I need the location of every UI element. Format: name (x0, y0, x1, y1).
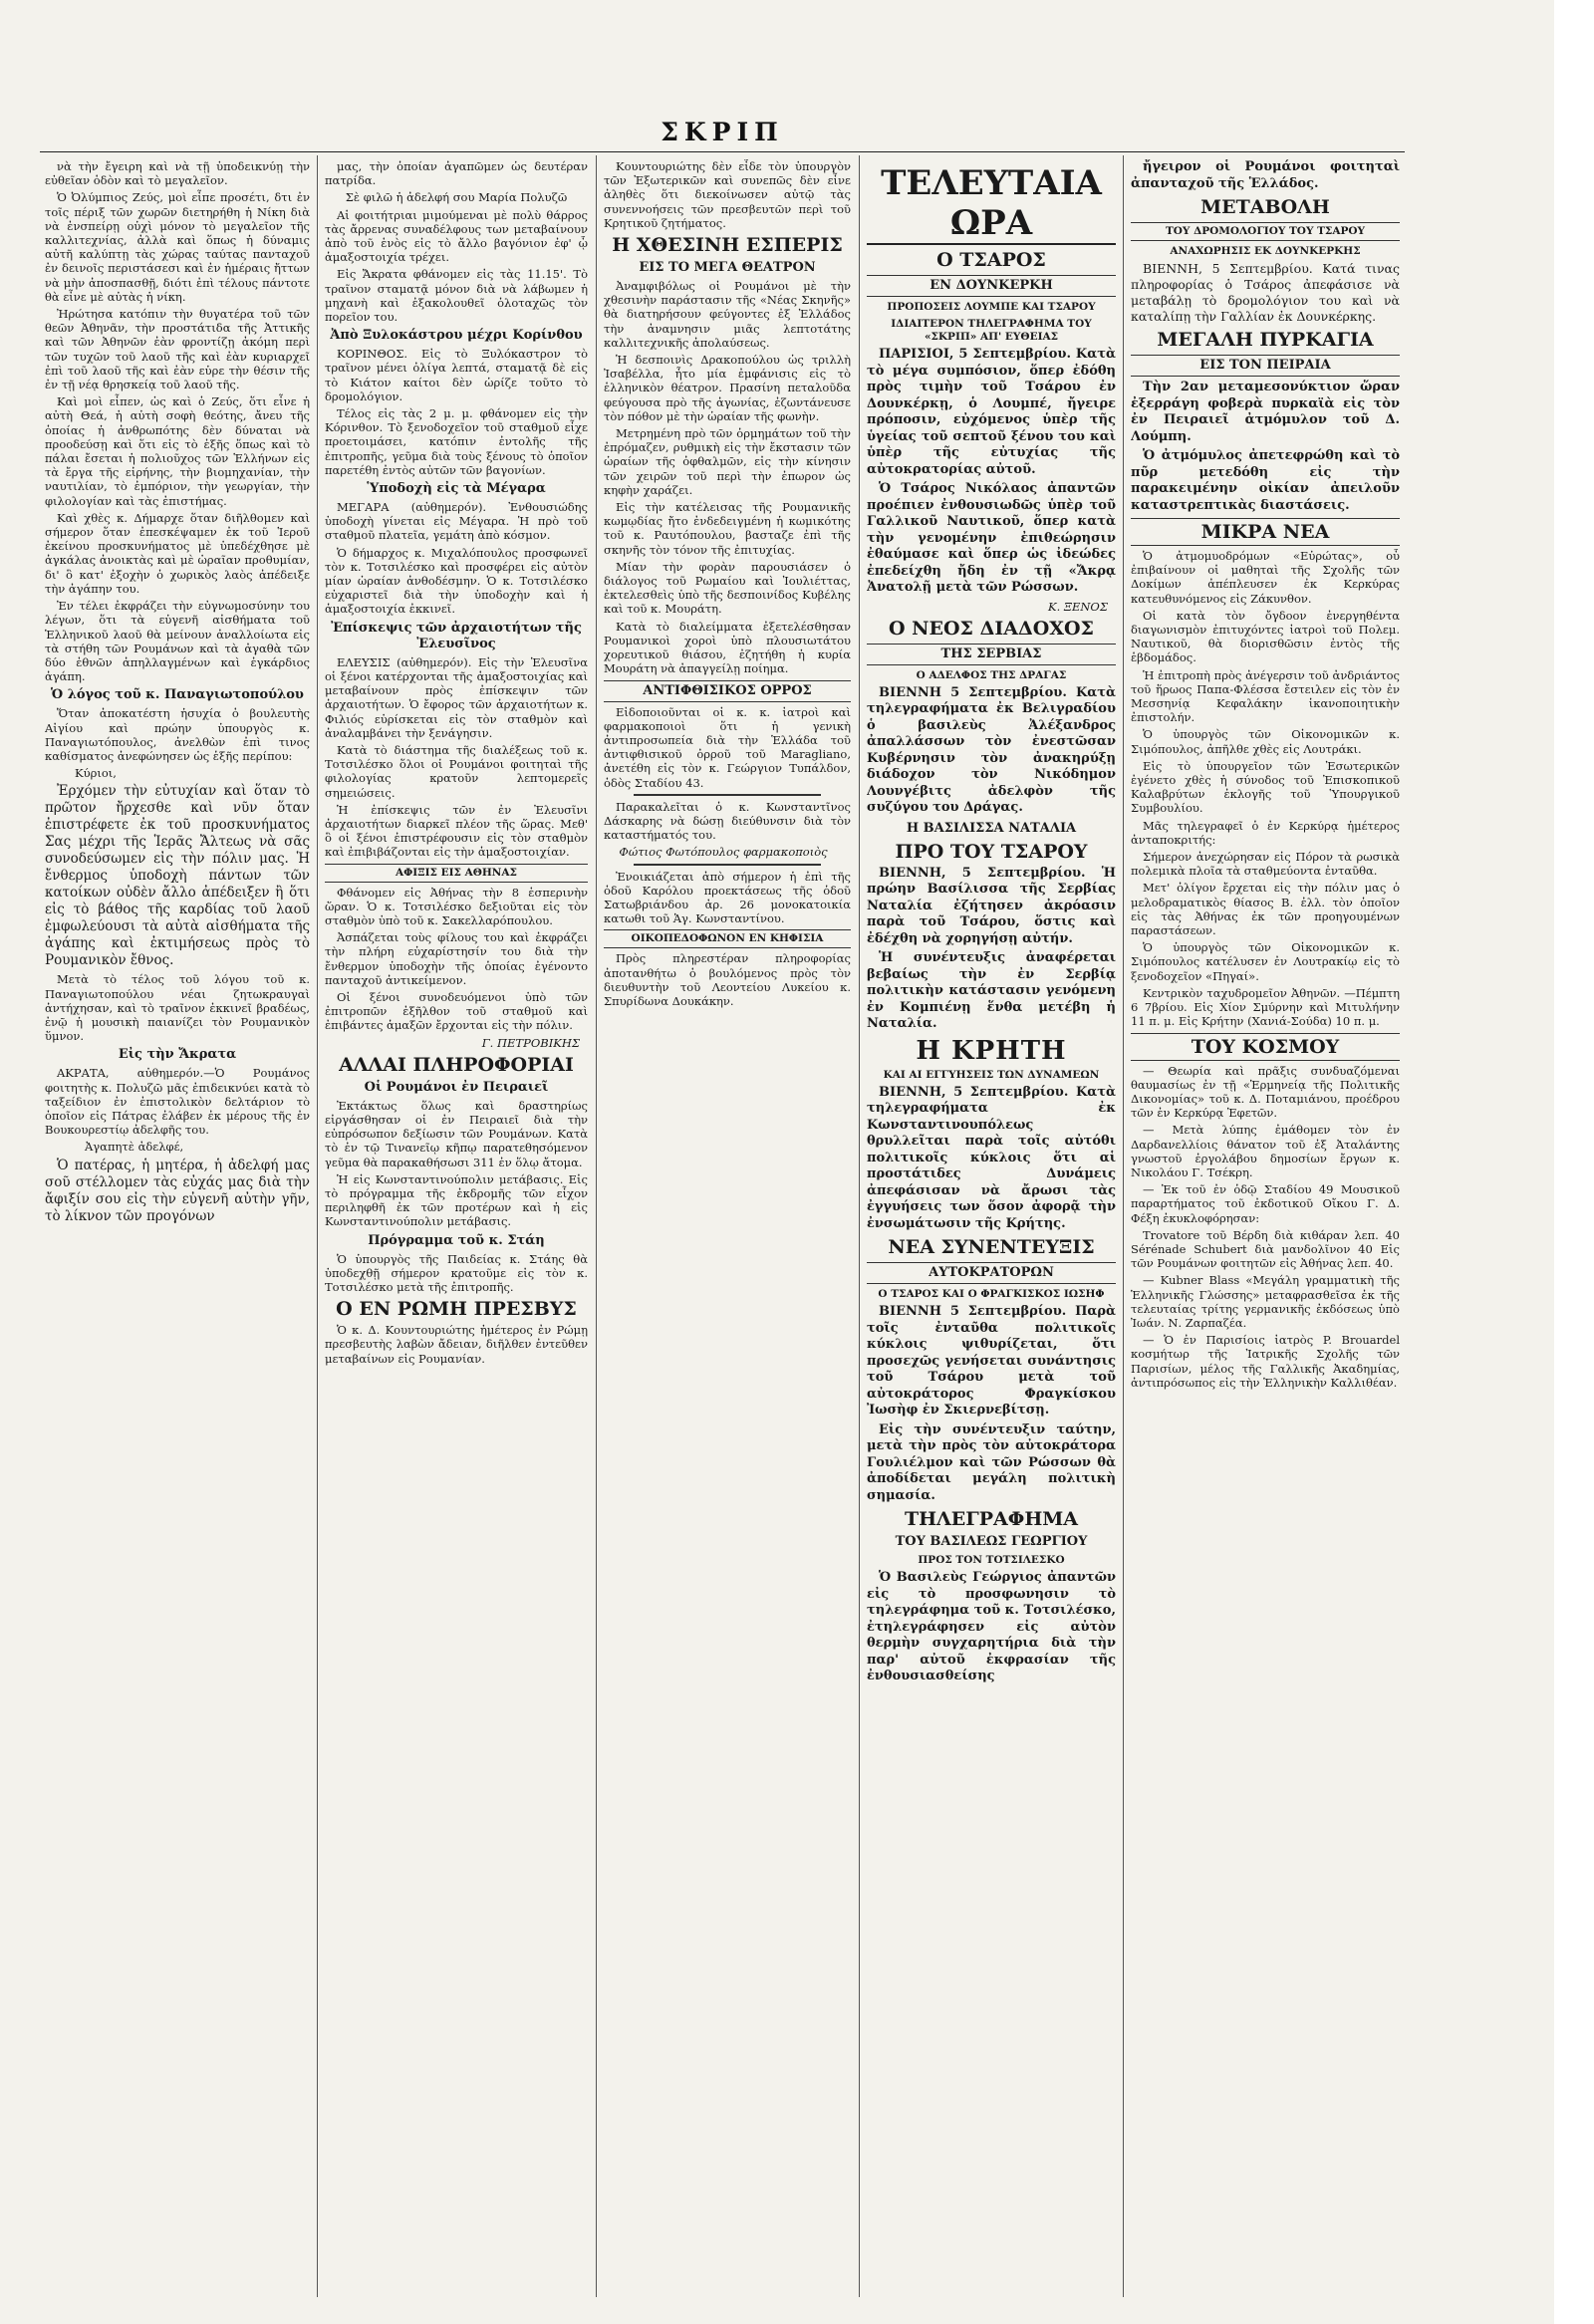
paragraph: Ὁ ἀτμόμυλος ἀπετεφρώθη καὶ τὸ πῦρ μετεδόθη εἰς τὴν παρακειμένην οἰκίαν ἀπειλοῦν καταστρεπτικὰς διαστάσεις. (1131, 448, 1400, 513)
paragraph: Ὁ πατέρας, ἡ μητέρα, ἡ ἀδελφή μας σοῦ στέλλομεν τὰς εὐχάς μας διὰ τὴν ἄφιξίν σου εἰς τὴν εὐγενῆ αὐτὴν γῆν, τὸ λίκνον τῶν προγόνων (45, 1157, 310, 1224)
section-heading: Η ΒΑΣΙΛΙΣΣΑ ΝΑΤΑΛΙΑ (906, 820, 1077, 836)
paragraph: Ὁ κ. Δ. Κουντουριώτης ἡμέτερος ἐν Ρώμῃ πρεσβευτὴς λαβὼν ἄδειαν, διῆλθεν ἐντεῦθεν μεταβαίνων εἰς Ρουμανίαν. (325, 1323, 588, 1366)
section-heading: ΤΗΛΕΓΡΑΦΗΜΑ (904, 1508, 1079, 1531)
paragraph: ΑΚΡΑΤΑ, αὐθημερόν.—Ὁ Ρουμάνος φοιτητὴς κ. Πολυζῶ μᾶς ἐπιδεικνύει κατὰ τὸ ταξείδιον ἐν ἐπιστολικὸν δελτάριον τὸ ὁποῖον εἰς Πάτρας ἐλάβεν ἐκ μέρους τῆς ἐν Βουκουρεστίῳ ἀδελφῆς του. (45, 1066, 310, 1138)
section-heading: ΑΛΛΑΙ ΠΛΗΡΟΦΟΡΙΑΙ (339, 1053, 574, 1076)
paragraph: ΠΑΡΙΣΙΟΙ, 5 Σεπτεμβρίου. Κατὰ τὸ μέγα συμπόσιον, ὅπερ ἐδόθη πρὸς τιμὴν τοῦ Τσάρου ἐν Δουνκέρκῃ, ὁ Λουμπέ, ἤγειρε πρόποσιν, εὐχόμενος ὑπὲρ τῆς ὑγείας τοῦ σεπτοῦ ξένου του καὶ ὑπὲρ τῆς εὐτυχίας τῆς αὐτοκρατορίας αὐτοῦ. (867, 347, 1116, 477)
paragraph: Ὁ Τσάρος Νικόλαος ἀπαντῶν προέπιεν ἐνθουσιωδῶς ὑπὲρ τοῦ Γαλλικοῦ Ναυτικοῦ, ὅπερ κατὰ τὴν γενομένην ἐπιθεώρησιν ἐθαύμασε καὶ ὅπερ ὡς ἰδεώδες ἐπεδείχθη ἤδη ἐν τῇ «Ἄκρᾳ Ἀνατολῇ μετὰ τῶν Ρώσσων. (867, 481, 1116, 595)
sub-heading: ΚΑΙ ΑΙ ΕΓΓΥΗΣΕΙΣ ΤΩΝ ΔΥΝΑΜΕΩΝ (883, 1068, 1100, 1081)
paragraph: ΒΙΕΝΝΗ, 5 Σεπτεμβρίου. Κατὰ τηλεγραφήματα ἐκ Κωνσταντινουπόλεως θρυλλεῖται παρὰ τοῖς αὐτόθι πολιτικοῖς κύκλοις ὅτι αἱ προστάτιδες Δυνάμεις ἀπεφάσισαν νὰ ἄρωσι τὰς ἐγγυήσεις των ὅσον ἀφορᾷ τὴν ἐνσωμάτωσιν τῆς Κρήτης. (867, 1084, 1116, 1231)
paragraph: Καὶ μοὶ εἶπεν, ὡς καὶ ὁ Ζεύς, ὅτι εἶνε ἡ αὐτὴ Θεά, ἡ αὐτὴ σοφὴ θεότης, ἄνευ τῆς ὁποίας ἡ ἀνθρωπότης δὲν δύναται νὰ προοδεύσῃ καὶ ὅτι εἰς τὸ ἑξῆς ὅπως καὶ τὸ πάλαι ἔσεται ἡ πολιοῦχος τῶν Ἑλλήνων εἰς τὰ ἔργα τῆς εἰρήνης, τὴν βιομηχανίαν, τὴν ναυτιλίαν, τὸ ἐμπόριον, τὴν γεωργίαν, τὴν φιλολογίαν καὶ τὰς ἐπιστήμας. (45, 394, 310, 508)
latest-news-title: ΤΕΛΕΥΤΑΙΑ ΩΡΑ (867, 163, 1116, 245)
paragraph: Κουντουριώτης δὲν εἶδε τὸν ὑπουργὸν τῶν Ἐξωτερικῶν καὶ συνεπῶς δὲν εἶνε ἀληθὲς ὅτι διεκοίνωσεν αὐτῷ τὰς συνεννοήσεις τῶν πρεσβευτῶν περὶ τοῦ Κρητικοῦ ζητήματος. (604, 159, 851, 230)
paragraph: Trovatore τοῦ Βέρδη διὰ κιθάραν λεπ. 40 Sérénade Schubert διὰ μανδολῖνον 40 Εἰς τῶν Ρουμάνων φοιτητῶν εἰς Ἀθήνας λεπ. 40. (1131, 1227, 1400, 1271)
section-heading: ΑΦΙΞΙΣ ΕΙΣ ΑΘΗΝΑΣ (325, 864, 588, 883)
paragraph: Κύριοι, (75, 766, 117, 781)
paragraph: Μετ' ὀλίγον ἔρχεται εἰς τὴν πόλιν μας ὁ μελοδραματικὸς θίασος Β. ἐλλ. τὸν ὁποῖον εἰς τὰς Ἀθήνας ἐκ τῶν προηγουμένων παραστάσεων. (1131, 881, 1400, 938)
section-heading: Ο ΕΝ ΡΩΜΗ ΠΡΕΣΒΥΣ (336, 1298, 577, 1321)
section-heading: Ὁ λόγος τοῦ κ. Παναγιωτοπούλου (51, 687, 304, 703)
sub-heading: ΠΡΟΣ ΤΟΝ ΤΟΤΣΙΛΕΣΚΟ (918, 1554, 1065, 1567)
paragraph: Κατὰ τὸ διαλείμματα ἐξετελέσθησαν Ρουμανικοὶ χοροὶ ὑπὸ πλουσιωτάτου χορευτικοῦ θιάσου, ἐζητήθη ἡ κυρία Μουράτη νὰ ἀπαγγείλῃ ποίημα. (604, 619, 851, 676)
paragraph: Τέλος εἰς τὰς 2 μ. μ. φθάνομεν εἰς τὴν Κόρινθον. Τὸ ξενοδοχεῖον τοῦ σταθμοῦ εἶχε προετοιμάσει, κατόπιν ἐντολῆς τῆς ἐπιτροπῆς, γεῦμα διὰ τοὺς ξένους τὸ ὁποῖον παρετέθη ἐντὸς αὐτῶν τῶν βαγονίων. (325, 406, 588, 477)
paragraph: Εἰδοποιοῦνται οἱ κ. κ. ἰατροὶ καὶ φαρμακοποιοὶ ὅτι ἡ γενικὴ ἀντιπροσωπεία διὰ τὴν Ἑλλάδα τοῦ ἀντιφθισικοῦ ὀρροῦ τοῦ Maragliano, ἀνετέθη εἰς τὸν κ. Γεώργιον Τυπάλδον, ὁδὸς Σταδίου 43. (604, 704, 851, 790)
sub-heading: ΑΝΑΧΩΡΗΣΙΣ ΕΚ ΔΟΥΝΚΕΡΚΗΣ (1170, 245, 1361, 257)
sub-heading: ΤΟΥ ΔΡΟΜΟΛΟΓΙΟΥ ΤΟΥ ΤΣΑΡΟΥ (1131, 222, 1400, 241)
section-heading: ΑΝΤΙΦΘΙΣΙΚΟΣ ΟΡΡΟΣ (604, 680, 851, 702)
sub-heading: ΑΥΤΟΚΡΑΤΟΡΩΝ (867, 1262, 1116, 1284)
section-heading: Ο ΤΣΑΡΟΣ (936, 249, 1046, 271)
paragraph: Τὴν 2αν μεταμεσονύκτιον ὥραν ἐξερράγη φοβερὰ πυρκαϊὰ εἰς τὸν ἐν Πειραιεῖ ἀτμόμυλον τοῦ Δ. Λούμπη. (1131, 380, 1400, 444)
paragraph: Ἡ ἐπιτροπὴ πρὸς ἀνέγερσιν τοῦ ἀνδριάντος τοῦ ἥρωος Παπα-Φλέσσα ἔστειλεν εἰς τὸν ἐν Μεσσηνίᾳ Κεφαλάκην ἱκανοποιητικὴν ἐπιστολήν. (1131, 667, 1400, 725)
paragraph: Εἰς τὴν κατέλεισας τῆς Ρουμανικῆς κωμῳδίας ἤτο ἐνδεδειγμένη ἡ κωμικότης τοῦ κ. Ραυτόπουλου, βασταζε ἐπὶ τῆς σκηνῆς τὸν τόνον τῆς ἐπιτυχίας. (604, 500, 851, 557)
paragraph: Ἐρχόμεν τὴν εὐτυχίαν καὶ ὅταν τὸ πρῶτον ἤρχεσθε καὶ νῦν ὅταν ἐπιστρέφετε ἐκ τοῦ προσκυνήματος Σας μέχρι τῆς Ἱερᾶς Ἄλτεως νὰ σᾶς συνοδεύσωμεν εἰς τὴν πόλιν μας. Ἡ ἔνθερμος ὑποδοχὴ πάντων τῶν κατοίκων οὐδὲν ἄλλο ἀπέδειξεν ἢ ὅτι εἰς τὸ βάθος τῆς καρδίας τοῦ λαοῦ ἐμφωλεύουσι τὰ αὐτὰ αἰσθήματα τῆς ἀγάπης καὶ ἐκτιμήσεως πρὸς τὸ Ρουμανικὸν ἔθνος. (45, 783, 310, 969)
section-heading: ΟΙΚΟΠΕΔΟΦΩΝΟΝ ΕΝ ΚΗΦΙΣΙΑ (604, 929, 851, 948)
section-heading: ΤΟΥ ΚΟΣΜΟΥ (1131, 1033, 1400, 1061)
sub-heading: ΤΗΣ ΣΕΡΒΙΑΣ (867, 644, 1116, 665)
paragraph: — Θεωρία καὶ πρᾶξις συνδυαζόμεναι θαυμασίως ἐν τῇ «Ἑρμηνείᾳ τῆς Πολιτικῆς Δικονομίας» τοῦ κ. Δ. Ποταμιάνου, προέδρου τῶν ἐν Κερκύρᾳ Ἐφετῶν. (1131, 1063, 1400, 1121)
paragraph: ΒΙΕΝΝΗ 5 Σεπτεμβρίου. Κατὰ τηλεγραφήματα ἐκ Βελιγραδίου ὁ βασιλεὺς Ἀλέξανδρος ἀπαλλάσσων τὸν ἐνεστῶσαν Κυβέρνησιν τὸν ἀνακηρύξῃ διάδοχον τὸν Νικόδημον Λουνγέβιτς ἀδελφὸν τῆς συζύγου του Δράγας. (867, 684, 1116, 816)
sub-heading: Πρόγραμμα τοῦ κ. Στάη (368, 1232, 545, 1248)
paragraph: Ὅταν ἀποκατέστη ἡσυχία ὁ βουλευτὴς Αἰγίου καὶ πρώην ὑπουργὸς κ. Παναγιωτόπουλος, ἀνελθὼν ἐπὶ τινος καθίσματος ἀνεφώνησεν ὡς ἑξῆς περίπου: (45, 706, 310, 763)
column-4 (867, 159, 1116, 2291)
paragraph: Ἡ ἐπίσκεψις τῶν ἐν Ἐλευσῖνι ἀρχαιοτήτων διαρκεῖ πλέον τῆς ὥρας. Μεθ' ὃ οἱ ξένοι ἐπιστρέφουσιν εἰς τὸν σταθμὸν καὶ ἐπιβιβάζονται εἰς τὴν ἁμαξοστοιχίαν. (325, 802, 588, 860)
paragraph: ΒΙΕΝΝΗ 5 Σεπτεμβρίου. Παρὰ τοῖς ἐνταῦθα πολιτικοῖς κύκλοις ψιθυρίζεται, ὅτι προσεχῶς γενήσεται συνάντησις τοῦ Τσάρου μετὰ τοῦ αὐτοκράτορος Φραγκίσκου Ἰωσὴφ ἐν Σκιερνεβίτσῃ. (867, 1304, 1116, 1419)
divider (634, 794, 821, 796)
section-heading: Ἐπίσκεψις τῶν ἀρχαιοτήτων τῆς Ἐλευσῖνος (331, 620, 582, 651)
paragraph: νὰ τὴν ἔγειρη καὶ νὰ τῇ ὑποδεικνύῃ τὴν εὐθεῖαν ὁδὸν καὶ τὸ μεγαλεῖον. (45, 159, 310, 188)
paragraph: ΕΛΕΥΣΙΣ (αὐθημερόν). Εἰς τὴν Ἐλευσῖνα οἱ ξένοι κατέρχονται τῆς ἁμαξοστοιχίας καὶ μεταβαίνουν πρὸς ἐπίσκεψιν τῶν ἀρχαιοτήτων. Ὁ ἔφορος τῶν ἀρχαιοτήτων κ. Φιλιός εὑρίσκεται εἰς τὸν σταθμὸν καὶ ἀναλαμβάνει τὴν ξενάγησιν. (325, 654, 588, 740)
column-3 (604, 159, 851, 2291)
column-5 (1131, 159, 1400, 2291)
paragraph: Ἐν τέλει ἐκφράζει τὴν εὐγνωμοσύνην του λέγων, ὅτι τὰ εὐγενῆ αἰσθήματα τοῦ Ἑλληνικοῦ λαοῦ θὰ μείνουν ἀναλλοίωτα εἰς τὰ στήθη τῶν Ρουμάνων καὶ τὰ ἀγαθὰ τῶν δύο ἐθνῶν ἀπηλλαγμένων καὶ ἐγκάρδιος ἀγάπη. (45, 599, 310, 684)
section-heading: ΜΕΤΑΒΟΛΗ (1200, 196, 1330, 218)
column-divider (859, 155, 860, 2297)
paragraph: Φθάνομεν εἰς Ἀθήνας τὴν 8 ἑσπερινὴν ὥραν. Ὁ κ. Τοτσιλέσκο δεξιοῦται εἰς τὸν σταθμὸν ὑπὸ τοῦ κ. Σακελλαρόπουλου. (325, 885, 588, 927)
divider (634, 864, 821, 866)
masthead-title: ΣΚΡΙΠ (661, 118, 784, 146)
paragraph: Εἰς Ἄκρατα φθάνομεν εἰς τὰς 11.15'. Τὸ τραῖνον σταματᾷ μόνον διὰ νὰ λάβωμεν ἡ μηχανὴ καὶ ἐξακολουθεῖ ὁλοταχῶς τὸν πορεῖον του. (325, 267, 588, 325)
column-2 (325, 159, 588, 2291)
paragraph: Ἀσπάζεται τοὺς φίλους του καὶ ἐκφράζει τὴν πλήρη εὐχαρίστησίν του διὰ τὴν ἔνθερμον ὑποδοχὴν τῆς ὁποίας ἐγένοντο πανταχοῦ ἀντικείμενον. (325, 930, 588, 987)
paragraph: Ἡ συνέντευξις ἀναφέρεται βεβαίως τὴν ἐν Σερβίᾳ πολιτικὴν κατάστασιν γενόμενη ἐν Κομπιένῃ ἕνθα μετέβη ἡ Ναταλία. (867, 950, 1116, 1032)
paragraph: Κεντρικὸν ταχυδρομεῖον Ἀθηνῶν. —Πέμπτη 6 7βρίου. Εἰς Χίον Σμύρνην καὶ Μιτυλήνην 11 π. μ. Εἰς Κρήτην (Χανιά-Σούδα) 10 π. μ. (1131, 985, 1400, 1029)
section-heading: ΝΕΑ ΣΥΝΕΝΤΕΥΞΙΣ (888, 1236, 1095, 1259)
paragraph: — Ὁ ἐν Παρισίοις ἰατρὸς P. Brouardel κοσμήτωρ τῆς Ἰατρικῆς Σχολῆς τῶν Παρισίων, μέλος τῆς Γαλλικῆς Ἀκαδημίας, ἀντιπρόσωπος εἰς τὴν Ἑλληνικὴν Καλλιθέαν. (1131, 1333, 1400, 1390)
paragraph: Ὁ ὑπουργὸς τῆς Παιδείας κ. Στάης θὰ ὑποδεχθῇ σήμερον κρατοῦμε εἰς τὸν κ. Τοτσιλέσκο μετὰ τῆς ἐπιτροπῆς. (325, 1251, 588, 1294)
paragraph: Ὁ Βασιλεὺς Γεώργιος ἀπαντῶν εἰς τὸ προσφωνησιν τὸ τηλεγράφημα τοῦ κ. Τοτσιλέσκο, ἐτηλεγράφησεν εἰς αὐτὸν θερμὴν συγχαρητήρια διὰ τὴν παρ' αὐτοῦ ἐκφρασίαν τῆς ἐνθουσιασθείσης (867, 1570, 1116, 1684)
paragraph: ΒΙΕΝΝΗ, 5 Σεπτεμβρίου. Κατά τινας πληροφορίας ὁ Τσάρος ἀπεφάσισε νὰ μεταβάλῃ τὸ δρομολόγιον του καὶ νὰ καταλίπῃ τὴν Γαλλίαν ἐκ Δουνκέρκης. (1131, 261, 1400, 324)
byline: Γ. ΠΕΤΡΟΒΙΚΗΣ (481, 1035, 580, 1050)
section-heading: Εἰς τὴν Ἄκρατα (118, 1047, 237, 1063)
signature: Φώτιος Φωτόπουλος φαρμακοποιὸς (619, 845, 828, 860)
paragraph: Εἰς τὸ ὑπουργεῖον τῶν Ἐσωτερικῶν ἐγένετο χθὲς ἡ σύνοδος τοῦ Ἐπισκοπικοῦ Καλαβρύτων ἐκλογῆς τοῦ Ὑπουργικοῦ Συμβουλίου. (1131, 758, 1400, 816)
sub-heading: Ο ΑΔΕΛΦΟΣ ΤΗΣ ΔΡΑΓΑΣ (916, 668, 1067, 681)
paragraph: Ἠρώτησα κατόπιν τὴν θυγατέρα τοῦ τῶν θεῶν Ἀθηνᾶν, τὴν προστάτιδα τῆς Ἀττικῆς καὶ τῶν Ἀθηνῶν ἐὰν φροντίζῃ ἀκόμη περὶ τῶν τυχῶν τοῦ λαοῦ τῆς καὶ ἐὰν κυριαρχεῖ ἐπὶ τοῦ λαοῦ τῆς καὶ ἐὰν εὑρε τὴν θέσιν τῆς ἐν τῇ νέᾳ θρησκείᾳ τοῦ λαοῦ τῆς. (45, 307, 310, 392)
paragraph: — Ἐκ τοῦ ἐν ὁδῷ Σταδίου 49 Μουσικοῦ παραρτήματος τοῦ ἐκδοτικοῦ Οἴκου Γ. Δ. Φέξη ἐκυκλοφόρησαν: (1131, 1182, 1400, 1225)
paragraph: Μίαν τὴν φορὰν παρουσιάσεν ὁ διάλογος τοῦ Ρωμαίου καὶ Ἰουλιέττας, ἐκτελεσθεὶς ὑπὸ τῆς δεσποινίδος Κυβέλης καὶ τοῦ κ. Μουράτη. (604, 559, 851, 617)
section-heading: Ὑποδοχὴ εἰς τὰ Μέγαρα (367, 481, 546, 497)
sub-heading: ΠΡΟΠΟΣΕΙΣ ΛΟΥΜΠΕ ΚΑΙ ΤΣΑΡΟΥ (887, 301, 1096, 313)
paragraph: — Μετὰ λύπης ἐμάθομεν τὸν ἐν Δαρδανελλίοις θάνατον τοῦ ἐξ Ἀταλάντης γνωστοῦ ἐργολάβου δημοσίων ἔργων κ. Νικολάου Γ. Τσέκρη. (1131, 1123, 1400, 1179)
column-divider (317, 155, 318, 2297)
paragraph: ΚΟΡΙΝΘΟΣ. Εἰς τὸ Ξυλόκαστρον τὸ τραῖνον μένει ὀλίγα λεπτά, σταματᾷ δὲ εἰς τὸ Κιάτον καίτοι δὲν ὡρίζε τοῦτο τὸ δρομολόγιον. (325, 347, 588, 403)
sub-heading: Οἱ Ρουμάνοι ἐν Πειραιεῖ (364, 1079, 549, 1095)
paragraph: Ὁ Ὀλύμπιος Ζεύς, μοὶ εἶπε προσέτι, δτι ἐν τοῖς πέριξ τῶν χωρῶν διετηρήθη ἡ Νίκη διὰ νὰ ἐνσπείρῃ οὐχὶ μόνον τὸ μεγαλεῖον τῆς καλλιτεχνίας, ἀλλὰ καὶ ὅπως ἡ δύναμις αὐτῆ καλύπτῃ τὰς χώρας ταύτας πανταχοῦ ἐν δεινοῖς περιστάσεσι καὶ ἐν ἡμέραις ἤττων νὰ μὴν ἀποσπασθῇ, διότι ἐπὶ τέλους πάντοτε θὰ εἶνε μὲ αὐτὰς ἡ νίκη. (45, 190, 310, 304)
sub-heading: ΕΙΣ ΤΟ ΜΕΓΑ ΘΕΑΤΡΟΝ (639, 260, 816, 276)
paragraph: Ἐνοικιάζεται ἀπὸ σήμερον ἡ ἐπὶ τῆς ὁδοῦ Καρόλου προεκτάσεως τῆς ὁδοῦ Σατωβριάνδου ἀρ. 26 μονοκατοικία κατωθι τοῦ Ἁγ. Κωνσταντίνου. (604, 869, 851, 926)
paragraph: ΒΙΕΝΝΗ, 5 Σεπτεμβρίου. Ἡ πρώην Βασίλισσα τῆς Σερβίας Ναταλία ἐζήτησεν ἀκρόασιν παρὰ τοῦ Τσάρου, ὅστις καὶ ἐδέχθη νὰ χορηγήσῃ αὐτήν. (867, 865, 1116, 946)
page-header (40, 118, 1405, 152)
paragraph: Σὲ φιλῶ ἡ ἀδελφή σου Μαρία Πολυζῶ (345, 190, 568, 205)
section-heading: ΜΕΓΑΛΗ ΠΥΡΚΑΓΙΑ (1157, 329, 1374, 351)
paragraph: Κατὰ τὸ διάστημα τῆς διαλέξεως τοῦ κ. Τοτσιλέσκο ὅλοι οἱ Ρουμάνοι φοιτηταὶ τῆς φιλολογίας κρατοῦν λεπτομερεῖς σημειώσεις. (325, 742, 588, 800)
sub-heading: ΕΙΣ ΤΟΝ ΠΕΙΡΑΙΑ (1131, 355, 1400, 377)
paragraph: Ἐκτάκτως ὅλως καὶ δραστηρίως εἰργάσθησαν οἱ ἐν Πειραιεῖ διὰ τὴν εὐπρόσωπον δεξίωσιν τῶν Ρουμάνων. Κατὰ τὸ ἐν τῷ Τινανεῖῳ κῆπῳ παρατεθησόμενον γεῦμα θὰ παρακαθήσωσι 311 ἐν ὅλῳ ἄτομα. (325, 1098, 588, 1169)
paragraph: Ὁ ὑπουργὸς τῶν Οἰκονομικῶν κ. Σιμόπουλος κατέλυσεν ἐν Λουτρακίῳ εἰς τὸ ξενοδοχεῖον «Πηγαί». (1131, 940, 1400, 983)
paragraph: Πρὸς πληρεστέραν πληροφορίας ἀποτανθήτω ὁ βουλόμενος πρὸς τὸν διευθυντὴν τοῦ Λεοντείου Λυκείου κ. Σπυρίδωνα Δουκάκην. (604, 951, 851, 1008)
sub-heading: ΕΝ ΔΟΥΝΚΕΡΚΗ (867, 275, 1116, 297)
paragraph: Ὁ ἀτμομυοδρόμων «Εὐρώτας», οὗ ἐπιβαίνουν οἱ μαθηταὶ τῆς Σχολῆς τῶν Δοκίμων ἀπέπλευσεν ἐκ Κερκύρας κατευθυνόμενος εἰς Ζάκυνθον. (1131, 549, 1400, 606)
column-1 (45, 159, 310, 2291)
paragraph: Μετρημένη πρὸ τῶν ὁρμημάτων τοῦ τὴν ἐπρόμαζεν, ρυθμικὴ εἰς τὴν ἔκστασιν τῶν ὡραίων τῆς ὀφθαλμῶν, εἰς τὴν κίνησιν τῶν χειρῶν τοῦ περὶ τὴν ἐπωρον ὡς κηφὴν χαράζει. (604, 426, 851, 497)
column-divider (596, 155, 597, 2297)
paragraph: Οἱ ξένοι συνοδευόμενοι ὑπὸ τῶν ἐπιτροπῶν ἐξῆλθον τοῦ σταθμοῦ καὶ ἐπιβάντες ἁμαξῶν ἔρχονται εἰς τὴν πόλιν. (325, 989, 588, 1033)
page-margin (1554, 0, 1594, 2324)
paragraph: Οἱ κατὰ τὸν ὄγδοον ἐνεργηθέντα διαγωνισμὸν ἐπιτυχόντες ἰατροὶ τοῦ Πολεμ. Ναυτικοῦ, θὰ διορισθῶσιν ἐντὸς τῆς ἑβδομάδος. (1131, 608, 1400, 665)
section-heading: Η ΧΘΕΣΙΝΗ ΕΣΠΕΡΙΣ (612, 234, 843, 257)
paragraph: ἤγειρον οἱ Ρουμάνοι φοιτηταὶ ἀπανταχοῦ τῆς Ἑλλάδος. (1131, 159, 1400, 191)
paragraph: Παρακαλεῖται ὁ κ. Κωνσταντῖνος Δάσκαρης νὰ δώσῃ διεύθυνσιν διὰ τὸν καταστήματός του. (604, 799, 851, 843)
paragraph: Ὁ δήμαρχος κ. Μιχαλόπουλος προσφωνεῖ τὸν κ. Τοτσιλέσκο καὶ προσφέρει εἰς αὐτὸν μίαν ὡραίαν ἀνθοδέσμην. Ὁ κ. Τοτσιλέσκο εὐχαριστεῖ διὰ τὴν ὑποδοχὴν καὶ ἡ ἁμαξοστοιχία ἐκκινεῖ. (325, 545, 588, 617)
paragraph: Ἡ εἰς Κωνσταντινούπολιν μετάβασις. Εἰς τὸ πρόγραμμα τῆς ἐκδρομῆς τῶν εἶχον περιληφθῆ ἐκ τῶν προτέρων καὶ ἡ εἰς Κωνσταντινούπολιν μετάβασις. (325, 1171, 588, 1229)
section-heading: ΜΙΚΡΑ ΝΕΑ (1131, 518, 1400, 546)
byline: Κ. ΞΕΝΟΣ (1047, 599, 1108, 614)
section-heading: Η ΚΡΗΤΗ (916, 1035, 1067, 1066)
paragraph: Ἀγαπητὲ ἀδελφέ, (85, 1140, 184, 1155)
paragraph: Ἀναμφιβόλως οἱ Ρουμάνοι μὲ τὴν χθεσινὴν παράστασιν τῆς «Νέας Σκηνῆς» θὰ διατηρήσουν φεύγοντες ἐξ Ἑλλάδος τὴν ἀναμνησιν μιᾶς λεπτοτάτης καλλιτεχνικῆς ἀπολαύσεως. (604, 279, 851, 350)
wire-label: ΙΔΙΑΙΤΕΡΟΝ ΤΗΛΕΓΡΑΦΗΜΑ ΤΟΥ «ΣΚΡΙΠ» ΑΠ' ΕΥΘΕΙΑΣ (891, 318, 1092, 343)
paragraph: Ἡ δεσποινὶς Δρακοπούλου ὡς τριλλὴ Ἰσαβέλλα, ἦτο μία ἐμφάνισις εἰς τὸ ἑλληνικὸν θέατρον. Πρασίνη πεταλοῦδα φεύγουσα πρὸ τῆς ἀγωνίας, ἐζωντάνευσε τὸν πόθον μὲ τὴν ὡραίαν τῆς φωνὴν. (604, 353, 851, 423)
sub-heading: ΠΡΟ ΤΟΥ ΤΣΑΡΟΥ (895, 840, 1088, 863)
paragraph: Σήμερον ἀνεχώρησαν εἰς Πόρον τὰ ρωσικὰ πολεμικὰ πλοῖα τὰ σταθμεύοντα ἐνταῦθα. (1131, 850, 1400, 879)
paragraph: Εἰς τὴν συνέντευξιν ταύτην, μετὰ τὴν πρὸς τὸν αὐτοκράτορα Γουλιέλμον καὶ τῶν Ρώσσων θὰ ἀποδίδεται μεγάλη πολιτικὴ σημασία. (867, 1421, 1116, 1503)
section-heading: Ἀπὸ Ξυλοκάστρου μέχρι Κορίνθου (330, 328, 583, 344)
paragraph: Ὁ ὑπουργὸς τῶν Οἰκονομικῶν κ. Σιμόπουλος, ἀπῆλθε χθὲς εἰς Λουτράκι. (1131, 727, 1400, 756)
paragraph: ΜΕΓΑΡΑ (αὐθημερόν). Ἐνθουσιώδης ὑποδοχὴ γίνεται εἰς Μέγαρα. Ἡ πρὸ τοῦ σταθμοῦ πλατεῖα, γεμάτη ἀπὸ κόσμον. (325, 500, 588, 543)
section-heading: Ο ΝΕΟΣ ΔΙΑΔΟΧΟΣ (888, 617, 1094, 640)
paragraph: Μετὰ τὸ τέλος τοῦ λόγου τοῦ κ. Παναγιωτοπούλου νέαι ζητωκραυγαὶ ἀντήχησαν, καὶ τὸ τραῖνον ἐκκινεῖ βραδέως, ἐνῷ ἡ μουσικὴ παιανίζει τὸν Ρουμανικὸν ὕμνον. (45, 972, 310, 1044)
paragraph: Μᾶς τηλεγραφεῖ ὁ ἐν Κερκύρᾳ ἡμέτερος ἀνταποκριτής: (1131, 818, 1400, 847)
sub-heading: ΤΟΥ ΒΑΣΙΛΕΩΣ ΓΕΩΡΓΙΟΥ (895, 1534, 1088, 1550)
paragraph: Αἱ φοιτήτριαι μιμούμεναι μὲ πολὺ θάρρος τὰς ἄρρενας συναδέλφους των μεταβαίνουν ἀπὸ τοῦ ἑνὸς εἰς τὸ ἄλλο βαγόνιον ἐφ' ᾧ ἁμαξοστοιχία τρέχει. (325, 207, 588, 265)
paragraph: — Kubner Blass «Μεγάλη γραμματικὴ τῆς Ἑλληνικῆς Γλώσσης» μεταφρασθεῖσα ἐκ τῆς τελευταίας τρίτης γερμανικῆς ἐκδόσεως ὑπὸ Ἰωάν. Ν. Ζαρπαζέα. (1131, 1273, 1400, 1330)
paragraph: μας, τὴν ὁποίαν ἀγαπῶμεν ὡς δευτέραν πατρίδα. (325, 159, 588, 188)
paragraph: Καὶ χθὲς κ. Δήμαρχε ὅταν διῆλθομεν καὶ σήμερον ὅταν ἐπεσκέψαμεν ἐκ τοῦ Ἱεροῦ ἐκείνου προσκυνήματος μὲ ὑπεδέχθησε μὲ ἀγκάλας ἀνοικτὰς καὶ μὲ ὡραῖαν προθυμίαν, δι' ὃ κατ' ἐξοχὴν ὁ χωρικὸς λαὸς ἀπέδειξε τὴν ἀγάπην του. (45, 510, 310, 596)
column-divider (1123, 155, 1124, 2297)
sub-heading: Ο ΤΣΑΡΟΣ ΚΑΙ Ο ΦΡΑΓΚΙΣΚΟΣ ΙΩΣΗΦ (878, 1288, 1105, 1301)
